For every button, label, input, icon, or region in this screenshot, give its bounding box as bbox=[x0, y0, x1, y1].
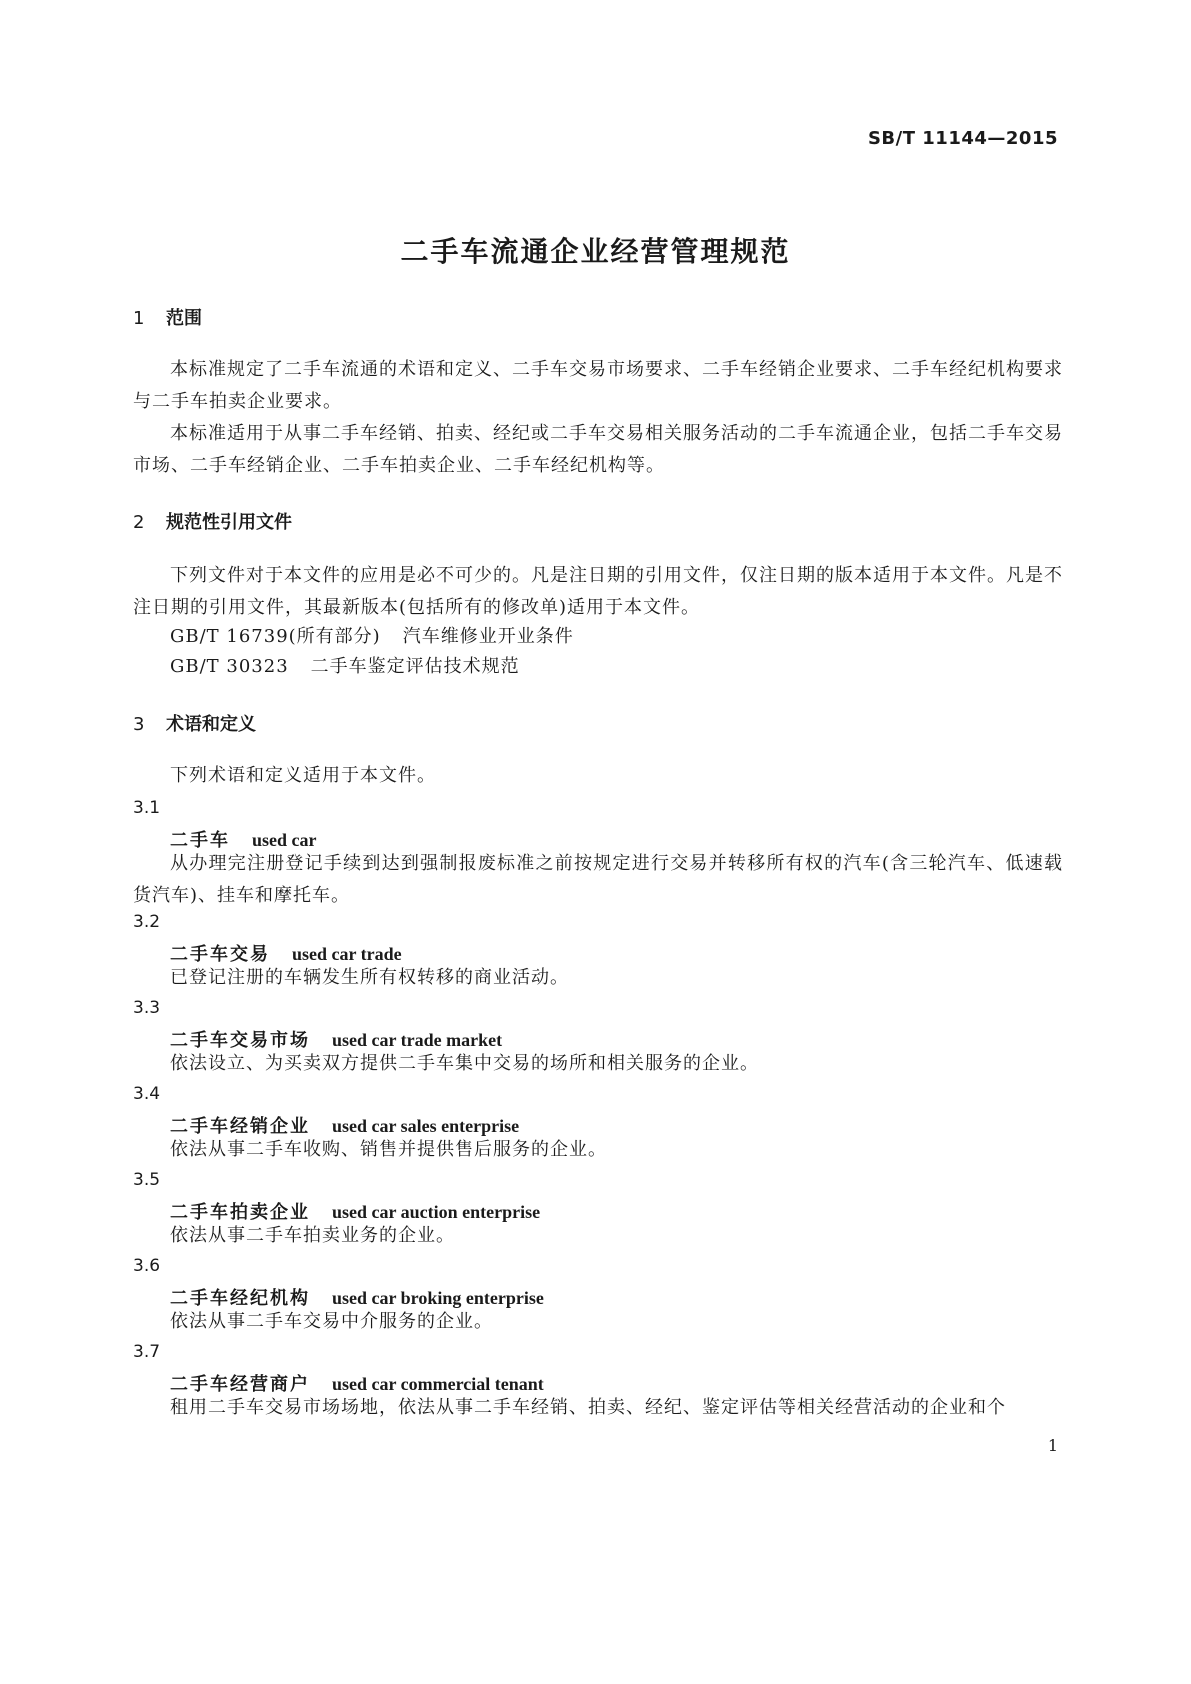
section-title: 术语和定义 bbox=[166, 714, 256, 735]
term-en: used car trade market bbox=[332, 1030, 503, 1050]
term-zh: 二手车经营商户 bbox=[170, 1374, 310, 1395]
standard-code: SB/T 11144—2015 bbox=[867, 128, 1058, 149]
document-title: 二手车流通企业经营管理规范 bbox=[400, 235, 791, 268]
term-en: used car bbox=[252, 830, 317, 850]
page-number: 1 bbox=[1047, 1436, 1058, 1455]
reference-title: 汽车维修业开业条件 bbox=[402, 626, 574, 647]
term-zh: 二手车 bbox=[170, 830, 230, 851]
section-number: 2 bbox=[133, 512, 145, 533]
reference-title: 二手车鉴定评估技术规范 bbox=[310, 656, 520, 677]
paragraph: 下列文件对于本文件的应用是必不可少的。凡是注日期的引用文件，仅注日期的版本适用于本文件。凡是不注日期的引用文件，其最新版本(包括所有的修改单)适用于本文件。 bbox=[133, 565, 1063, 618]
term-definition: 依法设立、为买卖双方提供二手车集中交易的场所和相关服务的企业。 bbox=[170, 1053, 759, 1074]
term-number: 3.3 bbox=[133, 998, 161, 1018]
term-en: used car commercial tenant bbox=[332, 1374, 544, 1394]
term-zh: 二手车经销企业 bbox=[170, 1116, 310, 1137]
term-definition: 依法从事二手车交易中介服务的企业。 bbox=[170, 1311, 493, 1332]
section-title: 规范性引用文件 bbox=[166, 512, 292, 533]
term-number: 3.1 bbox=[133, 798, 161, 818]
term-definition: 依法从事二手车拍卖业务的企业。 bbox=[170, 1225, 455, 1246]
term-en: used car sales enterprise bbox=[332, 1116, 520, 1136]
term-zh: 二手车拍卖企业 bbox=[170, 1202, 310, 1223]
section-number: 3 bbox=[133, 714, 145, 735]
term-definition: 租用二手车交易市场场地，依法从事二手车经销、拍卖、经纪、鉴定评估等相关经营活动的企业和个 bbox=[170, 1397, 1006, 1418]
reference-item bbox=[170, 622, 574, 648]
term-en: used car trade bbox=[292, 944, 402, 964]
section-3-heading bbox=[133, 710, 256, 736]
section-1-heading bbox=[133, 304, 202, 330]
term-number: 3.4 bbox=[133, 1084, 161, 1104]
term-number: 3.6 bbox=[133, 1256, 161, 1276]
term-definition: 依法从事二手车收购、销售并提供售后服务的企业。 bbox=[170, 1139, 607, 1160]
paragraph: 下列术语和定义适用于本文件。 bbox=[170, 765, 436, 786]
term-number: 3.2 bbox=[133, 912, 161, 932]
term-number: 3.5 bbox=[133, 1170, 161, 1190]
term-en: used car broking enterprise bbox=[332, 1288, 544, 1308]
section-title: 范围 bbox=[166, 308, 202, 329]
reference-code: GB/T 30323 bbox=[170, 656, 289, 677]
section-number: 1 bbox=[133, 308, 145, 329]
term-en: used car auction enterprise bbox=[332, 1202, 541, 1222]
term-number: 3.7 bbox=[133, 1342, 161, 1362]
reference-item bbox=[170, 652, 520, 678]
term-definition: 从办理完注册登记手续到达到强制报废标准之前按规定进行交易并转移所有权的汽车(含三轮汽车、低速载货汽车)、挂车和摩托车。 bbox=[133, 853, 1063, 906]
paragraph: 本标准规定了二手车流通的术语和定义、二手车交易市场要求、二手车经销企业要求、二手车经纪机构要求与二手车拍卖企业要求。 bbox=[133, 359, 1063, 412]
term-zh: 二手车交易 bbox=[170, 944, 270, 965]
term-zh: 二手车交易市场 bbox=[170, 1030, 310, 1051]
section-2-heading bbox=[133, 508, 292, 534]
reference-code: GB/T 16739(所有部分) bbox=[170, 626, 381, 647]
paragraph: 本标准适用于从事二手车经销、拍卖、经纪或二手车交易相关服务活动的二手车流通企业，包括二手车交易市场、二手车经销企业、二手车拍卖企业、二手车经纪机构等。 bbox=[133, 423, 1063, 476]
term-zh: 二手车经纪机构 bbox=[170, 1288, 310, 1309]
term-definition: 已登记注册的车辆发生所有权转移的商业活动。 bbox=[170, 967, 569, 988]
